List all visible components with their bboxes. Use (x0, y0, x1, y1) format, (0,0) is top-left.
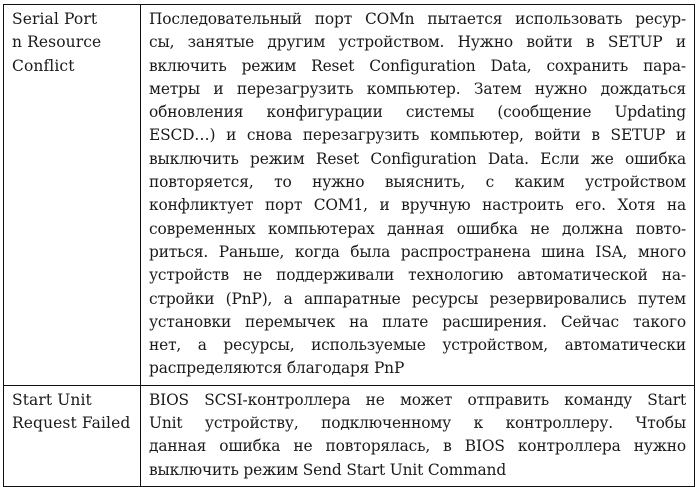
description-line: сы, занятые другим устройством. Нужно войти в SETUP и (149, 33, 686, 52)
description-line: распределяются благодаря PnP (149, 359, 405, 378)
description-line: установки перемычек на плате расширения. Сейчас такого (149, 312, 686, 331)
description-line: метры и перезагрузить компьютер. Затем нужно дождаться (149, 79, 686, 98)
description-line: обновления конфигурации системы (сообщение Updating (149, 103, 686, 122)
error-term-line: Conflict (12, 56, 75, 75)
description-line: устройств не поддерживали технологию автоматической на- (149, 266, 686, 285)
description-line: нет, а ресурсы, используемые устройством, автоматически (149, 336, 686, 355)
table-row (4, 5, 695, 386)
description-line: выключить режим Send Start Unit Command (149, 460, 507, 479)
description-line: стройки (PnP), а аппаратные ресурсы резервировались путем (149, 289, 686, 308)
description-line: современных компьютерах данная ошибка не должна повто- (149, 219, 686, 238)
description-line: Unit устройству, подключенному к контроллеру. Чтобы (149, 414, 686, 433)
table-row (4, 385, 695, 486)
description-line: выключить режим Reset Configuration Data. Если же ошибка (149, 149, 686, 168)
error-message-table (3, 4, 695, 487)
description-line: конфликтует порт COM1, и вручную настроить его. Хотя на (149, 196, 686, 215)
description-line: повторяется, то нужно выяснить, с каким устройством (149, 173, 686, 192)
description-line: BIOS SCSI-контроллера не может отправить команду Start (149, 390, 686, 409)
description-line: риться. Раньше, когда была распространена шина ISA, много (149, 242, 686, 261)
error-term-line: Serial Port (12, 10, 98, 28)
error-term-cell (4, 385, 141, 486)
description-line: включить режим Reset Configuration Data, сохранить пара- (149, 56, 686, 75)
error-term-line: Start Unit (12, 390, 92, 409)
description-line: данная ошибка не повторялась, в BIOS контроллера нужно (149, 437, 686, 456)
error-term-line: Request Failed (12, 414, 131, 433)
error-description-cell (141, 5, 695, 386)
error-term-cell (4, 5, 141, 386)
error-term-line: n Resource (12, 33, 102, 52)
description-line: Последовательный порт COMn пытается использовать ресур- (149, 10, 686, 28)
error-description-cell (141, 385, 695, 486)
description-line: ESCD…) и снова перезагрузить компьютер, войти в SETUP и (149, 126, 686, 145)
